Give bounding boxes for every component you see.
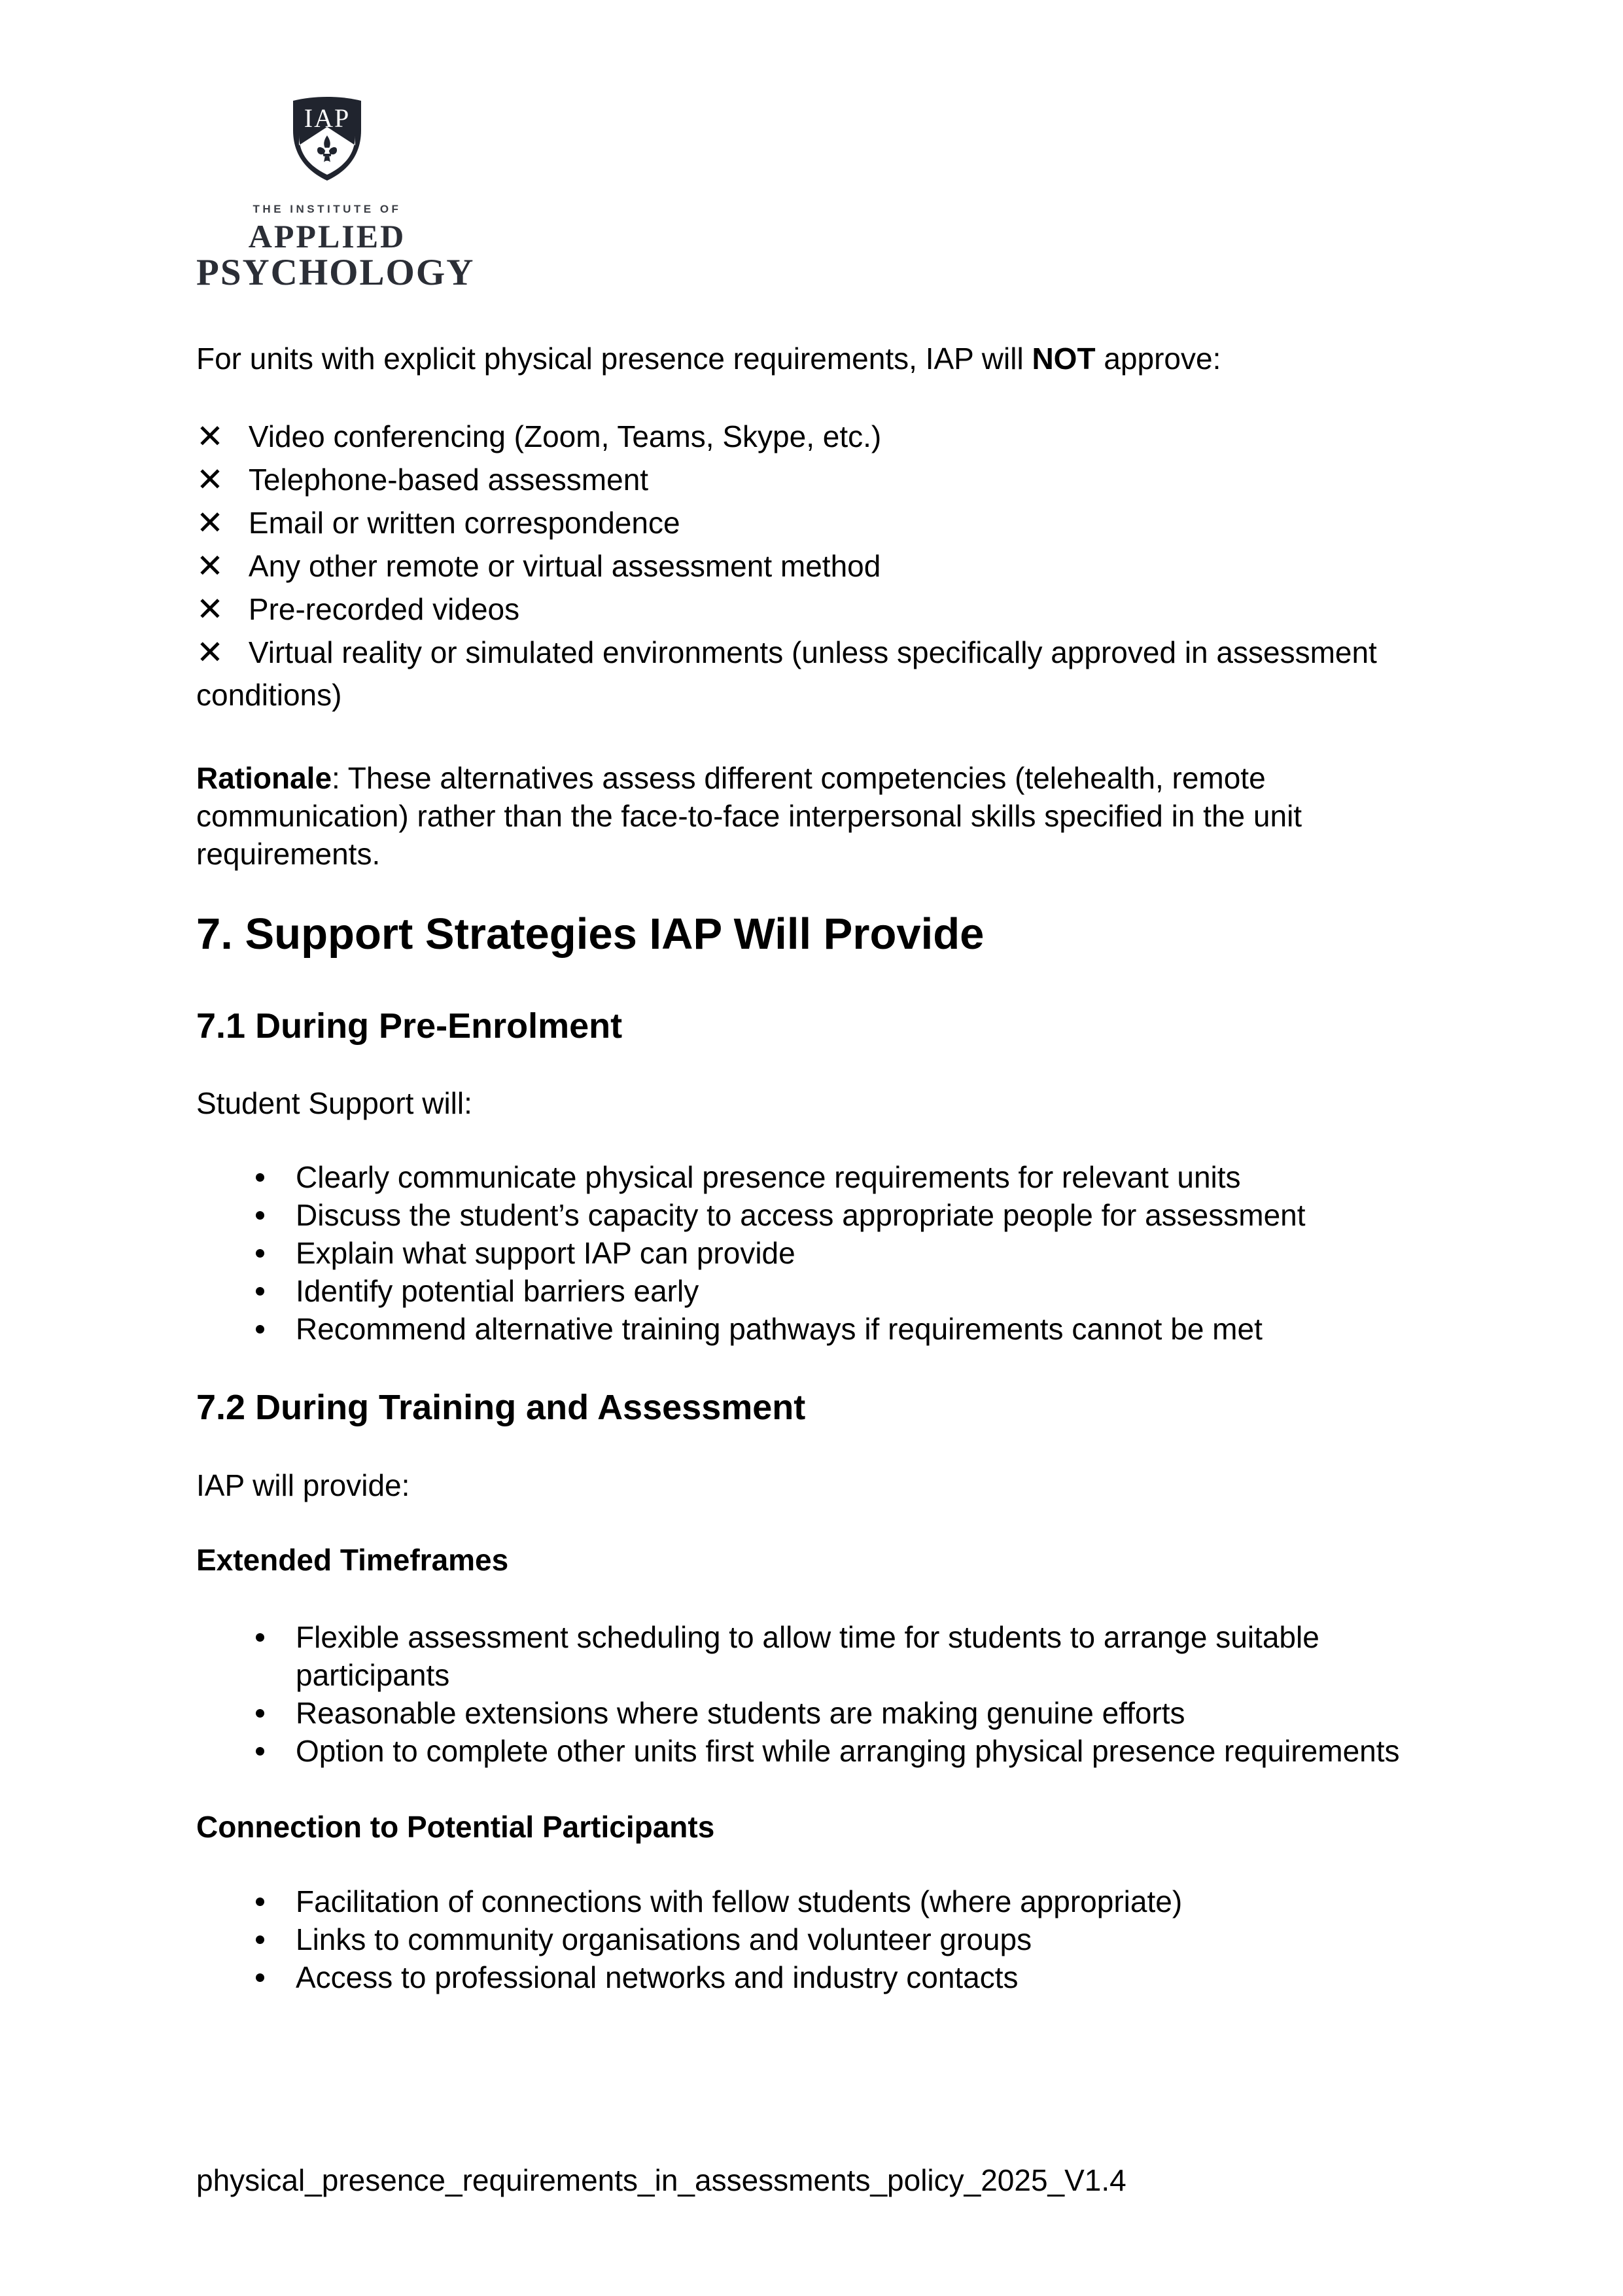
cross-icon: ✕	[196, 504, 224, 542]
not-approved-item	[196, 458, 1427, 501]
bullet-list-item: Flexible assessment scheduling to allow time for students to arrange suitable participants	[196, 1618, 1427, 1694]
rationale-paragraph	[196, 759, 1427, 873]
section-7-2-lead: IAP will provide:	[196, 1468, 410, 1502]
not-approved-list	[196, 415, 1427, 716]
rationale-label: Rationale	[196, 761, 332, 795]
bullet-list-item: Clearly communicate physical presence requirements for relevant units	[196, 1158, 1427, 1196]
intro-not-emphasis: NOT	[1032, 342, 1096, 376]
section-7-1-heading: 7.1 During Pre-Enrolment	[196, 1006, 623, 1046]
bullet-list-item: Links to community organisations and volunteer groups	[196, 1920, 1427, 1958]
intro-paragraph	[196, 340, 1427, 378]
section-7-heading: 7. Support Strategies IAP Will Provide	[196, 910, 985, 959]
iap-logo	[196, 95, 475, 293]
bullet-list-item: Discuss the student’s capacity to access appropriate people for assessment	[196, 1196, 1427, 1234]
not-approved-item	[196, 501, 1427, 544]
section-7-2-heading: 7.2 During Training and Assessment	[196, 1388, 806, 1427]
rationale-text: : These alternatives assess different competencies (telehealth, remote communication) rather than the face-to-face interpersonal skills specified in the unit requirements.	[196, 761, 1302, 871]
document-filename-footer: physical_presence_requirements_in_assessments_policy_2025_V1.4	[196, 2163, 1126, 2197]
bullet-list-item: Explain what support IAP can provide	[196, 1234, 1427, 1272]
not-approved-item	[196, 588, 1427, 631]
extended-timeframes-bullet-list	[196, 1618, 1427, 1770]
bullet-list-item: Facilitation of connections with fellow students (where appropriate)	[196, 1882, 1427, 1920]
iap-shield-icon	[288, 95, 366, 183]
cross-icon: ✕	[196, 547, 224, 585]
svg-text:IAP: IAP	[304, 103, 351, 133]
logo-psychology-line: PSYCHOLOGY	[196, 252, 475, 293]
not-approved-item	[196, 415, 1427, 458]
bullet-list-item: Access to professional networks and industry contacts	[196, 1958, 1427, 1996]
extended-timeframes-heading: Extended Timeframes	[196, 1543, 509, 1577]
not-approved-item	[196, 631, 1427, 716]
not-approved-item-text: Video conferencing (Zoom, Teams, Skype, etc.)	[248, 419, 882, 453]
intro-text-end: approve:	[1095, 342, 1221, 376]
not-approved-item-text: Virtual reality or simulated environments (unless specifically approved in assessment conditions)	[196, 635, 1377, 712]
connection-heading: Connection to Potential Participants	[196, 1810, 715, 1844]
bullet-list-item: Identify potential barriers early	[196, 1272, 1427, 1310]
not-approved-item-text: Pre-recorded videos	[248, 592, 520, 626]
cross-icon: ✕	[196, 633, 224, 671]
cross-icon: ✕	[196, 590, 224, 628]
connection-bullet-list	[196, 1882, 1427, 1996]
bullet-list-item: Reasonable extensions where students are making genuine efforts	[196, 1694, 1427, 1732]
not-approved-item-text: Any other remote or virtual assessment method	[248, 549, 881, 583]
not-approved-item-text: Email or written correspondence	[248, 506, 680, 540]
bullet-list-item: Option to complete other units first while arranging physical presence requirements	[196, 1732, 1427, 1770]
document-content	[196, 0, 1427, 1996]
section-7-1-lead: Student Support will:	[196, 1086, 472, 1120]
pre-enrolment-bullet-list	[196, 1158, 1427, 1348]
bullet-list-item: Recommend alternative training pathways if requirements cannot be met	[196, 1310, 1427, 1348]
not-approved-item	[196, 544, 1427, 588]
not-approved-item-text: Telephone-based assessment	[248, 463, 649, 497]
cross-icon: ✕	[196, 417, 224, 455]
cross-icon: ✕	[196, 461, 224, 499]
intro-text-start: For units with explicit physical presence requirements, IAP will	[196, 342, 1032, 376]
logo-applied-line: APPLIED	[248, 218, 406, 255]
logo-institute-line: THE INSTITUTE OF	[253, 203, 402, 215]
